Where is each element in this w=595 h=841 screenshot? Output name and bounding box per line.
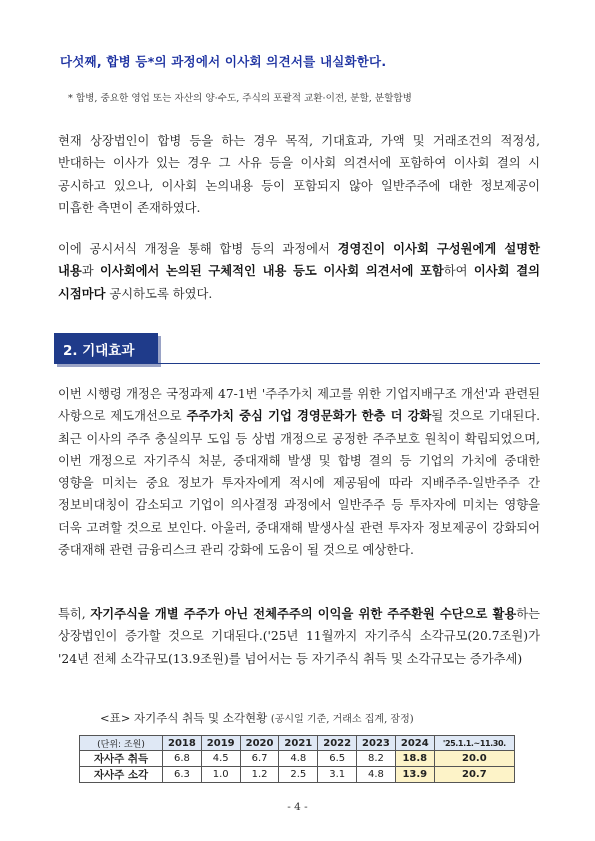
table-cell: 4.8 (357, 767, 396, 783)
row-label: 자사주 소각 (80, 767, 163, 783)
year-header: 2018 (163, 736, 202, 751)
text-span: 이에 공시서식 개정을 통해 합병 등의 과정에서 (58, 242, 338, 256)
paragraph-expected-effects (58, 383, 540, 561)
year-header: 2021 (279, 736, 318, 751)
bold-text: 이사회 결의 시점마다 (58, 264, 540, 301)
text-span: 이번 시행령 개정은 국정과제 47-1번 '주주가치 제고를 위한 기업지배구조 개선'과 관련된 사항으로 제도개선으로 (58, 387, 540, 424)
bold-text: 이사회에서 논의된 구체적인 내용 등도 이사회 의견서에 포함 (99, 264, 444, 279)
table-cell: 1.2 (240, 767, 279, 783)
table-cell: 8.2 (357, 751, 396, 767)
table-caption-note: (공시일 기준, 거래소 집계, 잠정) (270, 714, 414, 725)
table-cell-highlight: 20.7 (434, 767, 514, 783)
table-cell-highlight: 13.9 (395, 767, 434, 783)
page-number: - 4 - (287, 801, 308, 813)
paragraph-current-status: 현재 상장법인이 합병 등을 하는 경우 목적, 기대효과, 가액 및 거래조건의 적정성, 반대하는 이사가 있는 경우 그 사유 등을 이사회 의견서에 포함하여 이사회 결의 시 공시하고 있으나, 이사회 논의내용 등이 포함되지 않아 일반주주에 대한 정보제공이 미흡한 측면이 존재하였다. (58, 134, 540, 215)
table-unit-cell: (단위: 조원) (80, 736, 163, 751)
bold-text: 자기주식을 개별 주주가 아닌 전체주주의 이익을 위한 주주환원 수단으로 활용 (90, 607, 517, 621)
text-span: 될 것으로 기대된다. 최근 이사의 주주 충실의무 도입 등 상법 개정으로 공정한 주주보호 원칙이 확립되었으며, 이번 개정으로 자기주식 처분, 중대재해 발생 및 합병 결의 등 기업의 가치에 중대한 영향을 미치는 중요 정보가 투자자에게 적시에 제공됨에 따라 지배주주-일반주주 간 정보비대칭이 감소되고 기업이 의사결정 과정에서 일반주주 등 투자자에 미치는 영향을 더욱 고려할 것으로 보인다. 아울러, 중대재해 발생사실 관련 투자자 정보제공이 강화되어 중대재해 관련 금융리스크 관리 강화에 도움이 될 것으로 예상한다. (58, 409, 541, 558)
paragraph-treasury-stock (58, 603, 540, 670)
section-title: 2. 기대효과 (54, 333, 158, 364)
text-span: 하여 (443, 264, 474, 279)
table-cell-highlight: 18.8 (395, 751, 434, 767)
section-divider (158, 363, 540, 364)
table-header-row (80, 736, 515, 751)
table-cell: 1.0 (201, 767, 240, 783)
year-header: '25.1.1.~11.30. (434, 736, 514, 751)
table-cell: 4.8 (279, 751, 318, 767)
paragraph-disclosure-revision (58, 238, 540, 305)
table-cell: 6.8 (163, 751, 202, 767)
text-span: 하는 상장법인이 증가할 것으로 기대된다.('25년 11월까지 자기주식 소각규모(20.7조원)가 '24년 전체 소각규모(13.9조원)를 넘어서는 등 자기주식 취득 및 소각규모는 증가추세) (58, 607, 541, 666)
table-row (80, 767, 515, 783)
table-cell: 4.5 (201, 751, 240, 767)
text-span: 특히, (58, 607, 91, 621)
table-caption-title: <표> 자기주식 취득 및 소각현황 (100, 711, 268, 725)
treasury-stock-table (79, 735, 515, 783)
bold-text: 주주가치 중심 기업 경영문화가 한층 더 강화 (186, 409, 432, 424)
table-cell: 6.7 (240, 751, 279, 767)
year-header: 2020 (240, 736, 279, 751)
text-span: 공시하도록 하였다. (105, 286, 213, 301)
footnote: * 합병, 중요한 영업 또는 자산의 양·수도, 주식의 포괄적 교환·이전, 분할, 분할합병 (68, 93, 412, 104)
table-cell: 6.5 (318, 751, 357, 767)
table-cell: 2.5 (279, 767, 318, 783)
text-span: 과 (81, 264, 100, 279)
year-header: 2023 (357, 736, 396, 751)
table-cell: 6.3 (163, 767, 202, 783)
year-header: 2022 (318, 736, 357, 751)
table-row (80, 751, 515, 767)
year-header: 2024 (395, 736, 434, 751)
row-label: 자사주 취득 (80, 751, 163, 767)
bold-text: 경영진이 이사회 구성원에게 설명한 내용 (58, 242, 540, 279)
table-cell-highlight: 20.0 (434, 751, 514, 767)
table-cell: 3.1 (318, 767, 357, 783)
heading-fifth-item: 다섯째, 합병 등*의 과정에서 이사회 의견서를 내실화한다. (60, 54, 387, 69)
year-header: 2019 (201, 736, 240, 751)
table-caption (100, 710, 520, 726)
